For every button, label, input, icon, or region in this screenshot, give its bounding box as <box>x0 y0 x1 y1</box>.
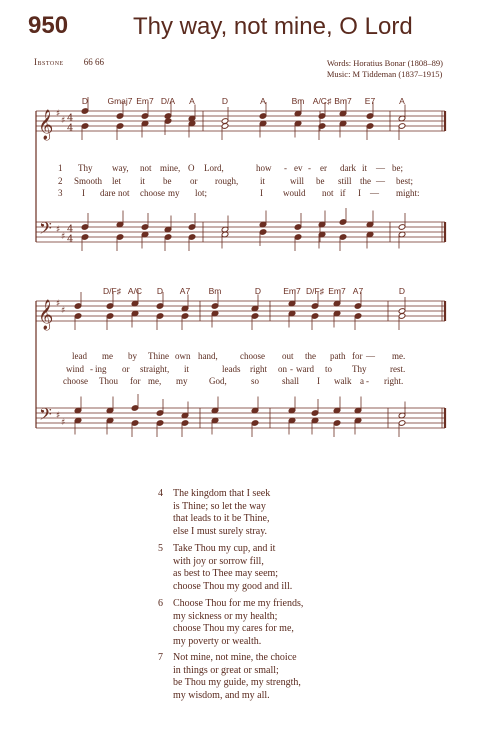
lyric-syllable: lead <box>72 351 87 361</box>
verse-6 <box>158 598 303 648</box>
lyric-syllable: it <box>140 175 146 186</box>
lyric-syllable: hand, <box>198 351 218 361</box>
lyric-syllable: ward <box>296 363 314 374</box>
lyric-syllable: be <box>163 175 172 186</box>
time-signature: 4 <box>67 113 74 124</box>
verse-4 <box>158 488 270 538</box>
lyric-syllable: right <box>250 363 267 374</box>
lyric-syllable: walk <box>334 376 352 386</box>
chord-symbol: Bm <box>208 286 222 296</box>
verse-line: as best to Thee may seem; <box>173 568 279 580</box>
lyric-syllable: - <box>90 363 93 374</box>
verse-line: with joy or sorrow fill, <box>173 555 264 567</box>
lyric-syllable: mine, <box>160 163 181 173</box>
lyric-syllable: I <box>317 376 320 386</box>
lyric-syllable: shall <box>282 376 299 386</box>
lyric-syllable: dare <box>100 188 116 198</box>
lyric-syllable: choose <box>63 376 88 386</box>
verse-line: Not mine, not mine, the choice <box>173 652 297 663</box>
chord-symbol: Bm7 <box>334 96 352 106</box>
lyric-syllable: - <box>308 163 311 173</box>
lyric-syllable: own <box>175 351 191 361</box>
lyric-syllable: — <box>366 351 375 361</box>
lyric-syllable: wind <box>66 363 84 374</box>
lyric-syllable: would <box>283 188 306 198</box>
verse-lines <box>173 652 301 702</box>
lyric-syllable: Smooth <box>74 175 103 186</box>
verse-line: The kingdom that I seek <box>173 488 271 499</box>
lyric-syllable: choose <box>140 188 165 198</box>
chord-symbol: Gmaj7 <box>107 96 133 106</box>
chord-symbol: D <box>81 96 89 106</box>
lyric-syllable: on <box>278 363 287 374</box>
chord-symbol: Bm <box>291 96 305 106</box>
lyric-syllable: for <box>130 376 141 386</box>
verse-number: 7 <box>158 652 163 663</box>
lyric-syllable: my <box>176 376 188 386</box>
key-sharp: ♯ <box>56 109 61 119</box>
tune-name: Ibstone <box>34 57 64 67</box>
time-signature: 4 <box>67 234 74 245</box>
lyric-syllable: not <box>322 188 334 198</box>
verse-line: that leads to it be Thine, <box>173 513 270 525</box>
lyric-syllable: my <box>168 188 180 198</box>
lyric-syllable: be; <box>392 163 403 173</box>
verse-line: be Thou my guide, my strength, <box>173 677 301 689</box>
lyric-syllable: not <box>140 163 152 173</box>
lyric-syllable: — <box>370 188 379 198</box>
meter: 66 66 <box>83 57 104 67</box>
lyric-syllable: me, <box>148 376 162 386</box>
chord-symbol: A/C♯ <box>312 96 332 106</box>
lyric-syllable: Thou <box>99 376 118 386</box>
treble-clef: 𝄞 <box>38 300 54 330</box>
verse-line: Choose Thou for me my friends, <box>173 598 304 609</box>
lyric-syllable: I <box>82 188 85 198</box>
lyric-syllable: I <box>260 188 263 198</box>
chord-symbol: D/F♯ <box>306 286 324 296</box>
lyric-syllable: straight, <box>140 363 170 374</box>
lyric-syllable: me <box>102 351 113 361</box>
time-signature: 4 <box>67 224 74 235</box>
bass-clef: 𝄢 <box>39 218 52 242</box>
verse-lines <box>173 598 303 648</box>
chord-symbol: D <box>254 286 262 296</box>
verse-line: my poverty or wealth. <box>173 635 262 647</box>
verse-line: Take Thou my cup, and it <box>173 543 276 554</box>
lyric-syllable: best; <box>396 175 413 186</box>
lyric-syllable: path <box>330 351 346 361</box>
verse-number: 6 <box>158 598 163 609</box>
lyric-syllable: dark <box>340 163 356 173</box>
lyric-syllable: rough, <box>215 175 239 186</box>
lyric-syllable: not <box>118 188 130 198</box>
words-credit: Words: Horatius Bonar (1808–89) <box>326 58 443 68</box>
chord-symbol: A7 <box>179 286 191 296</box>
lyric-syllable: er <box>320 163 327 173</box>
lyric-syllable: O <box>188 163 195 173</box>
treble-clef: 𝄞 <box>38 110 54 140</box>
lyric-syllable: by <box>128 351 137 361</box>
lyric-syllable: Thy <box>78 163 93 173</box>
chord-symbol: D <box>398 286 406 296</box>
lyric-syllable: choose <box>240 351 265 361</box>
lyric-syllable: way, <box>112 163 129 173</box>
lyric-syllable: right. <box>384 376 404 386</box>
lyric-syllable: Thine <box>148 351 169 361</box>
lyric-syllable: might: <box>396 188 420 198</box>
verse-number: 3 <box>58 188 63 198</box>
chord-symbol: A <box>189 96 195 106</box>
lyric-syllable: lot; <box>195 188 208 198</box>
lyric-syllable: Lord, <box>204 163 224 173</box>
lyric-syllable: will <box>290 175 305 186</box>
lyric-syllable: if <box>340 188 346 198</box>
time-signature: 4 <box>67 123 74 134</box>
lyric-syllable: I <box>358 188 361 198</box>
chord-symbol: A <box>399 96 405 106</box>
lyric-syllable: the <box>360 175 371 186</box>
lyric-syllable: for <box>352 351 363 361</box>
chord-symbol: D <box>156 286 164 296</box>
verse-line: in things or great or small; <box>173 664 279 676</box>
lyric-syllable: Thy <box>352 363 367 374</box>
lyric-syllable: it <box>260 175 266 186</box>
chord-symbol: D <box>221 96 229 106</box>
chord-symbol: A <box>260 96 266 106</box>
lyric-syllable: me. <box>392 351 406 361</box>
lyric-syllable: — <box>376 175 385 186</box>
chord-symbol: Em7 <box>283 286 301 296</box>
lyric-syllable: ev <box>294 163 303 173</box>
key-sharp: ♯ <box>61 232 66 242</box>
verse-line: else I must surely stray. <box>173 525 268 537</box>
key-sharp: ♯ <box>56 299 61 309</box>
chord-symbol: D/F♯ <box>103 286 121 296</box>
lyric-syllable: or <box>122 363 130 374</box>
bass-clef: 𝄢 <box>39 404 52 428</box>
verse-line: is Thine; so let the way <box>173 500 266 512</box>
verse-lines <box>173 488 270 538</box>
verse-line: choose Thou my good and ill. <box>173 580 293 592</box>
lyric-syllable: leads <box>222 363 241 374</box>
key-sharp: ♯ <box>61 116 66 126</box>
verse-line: my wisdom, and my all. <box>173 689 270 701</box>
hymn-title: Thy way, not mine, O Lord <box>133 13 413 40</box>
verse-7 <box>158 652 301 702</box>
lyric-syllable: a <box>360 376 364 386</box>
verse-number: 5 <box>158 543 163 554</box>
lyric-syllable: rest. <box>390 363 406 374</box>
key-sharp: ♯ <box>61 306 66 316</box>
hymn-number: 950 <box>28 12 69 39</box>
chord-symbol: E7 <box>364 96 376 106</box>
chord-symbol: D/A <box>160 96 176 106</box>
lyric-syllable: it <box>184 363 190 374</box>
lyric-syllable: the <box>305 351 316 361</box>
lyric-syllable: so <box>251 376 260 386</box>
chord-symbol: A/C <box>127 286 143 296</box>
lyric-syllable: ing <box>95 363 107 374</box>
verse-line: choose Thou my cares for me, <box>173 623 294 635</box>
lyric-syllable: - <box>366 376 369 386</box>
key-sharp: ♯ <box>56 225 61 235</box>
verse-number: 1 <box>58 163 63 173</box>
lyric-syllable: or <box>190 175 198 186</box>
lyric-syllable: how <box>256 163 272 173</box>
chord-symbol: Em7 <box>328 286 346 296</box>
key-sharp: ♯ <box>61 418 66 428</box>
lyric-syllable: to <box>325 363 333 374</box>
lyric-syllable: - <box>290 363 293 374</box>
lyric-syllable: God, <box>209 376 227 386</box>
lyric-syllable: let <box>112 175 121 186</box>
lyric-syllable: out <box>282 351 294 361</box>
lyric-syllable: it <box>362 163 368 173</box>
verse-number: 2 <box>58 175 63 186</box>
key-sharp: ♯ <box>56 411 61 421</box>
chord-symbol: A7 <box>352 286 364 296</box>
verse-lines <box>173 543 292 593</box>
music-credit: Music: M Tiddeman (1837–1915) <box>326 69 443 79</box>
lyric-syllable: be <box>316 175 325 186</box>
chord-symbol: Em7 <box>136 96 154 106</box>
lyric-syllable: still <box>338 175 352 186</box>
verse-number: 4 <box>158 488 163 499</box>
lyric-syllable: — <box>376 163 385 173</box>
lyric-syllable: - <box>284 163 287 173</box>
verse-5 <box>158 543 292 593</box>
verse-line: my sickness or my health; <box>173 610 278 622</box>
